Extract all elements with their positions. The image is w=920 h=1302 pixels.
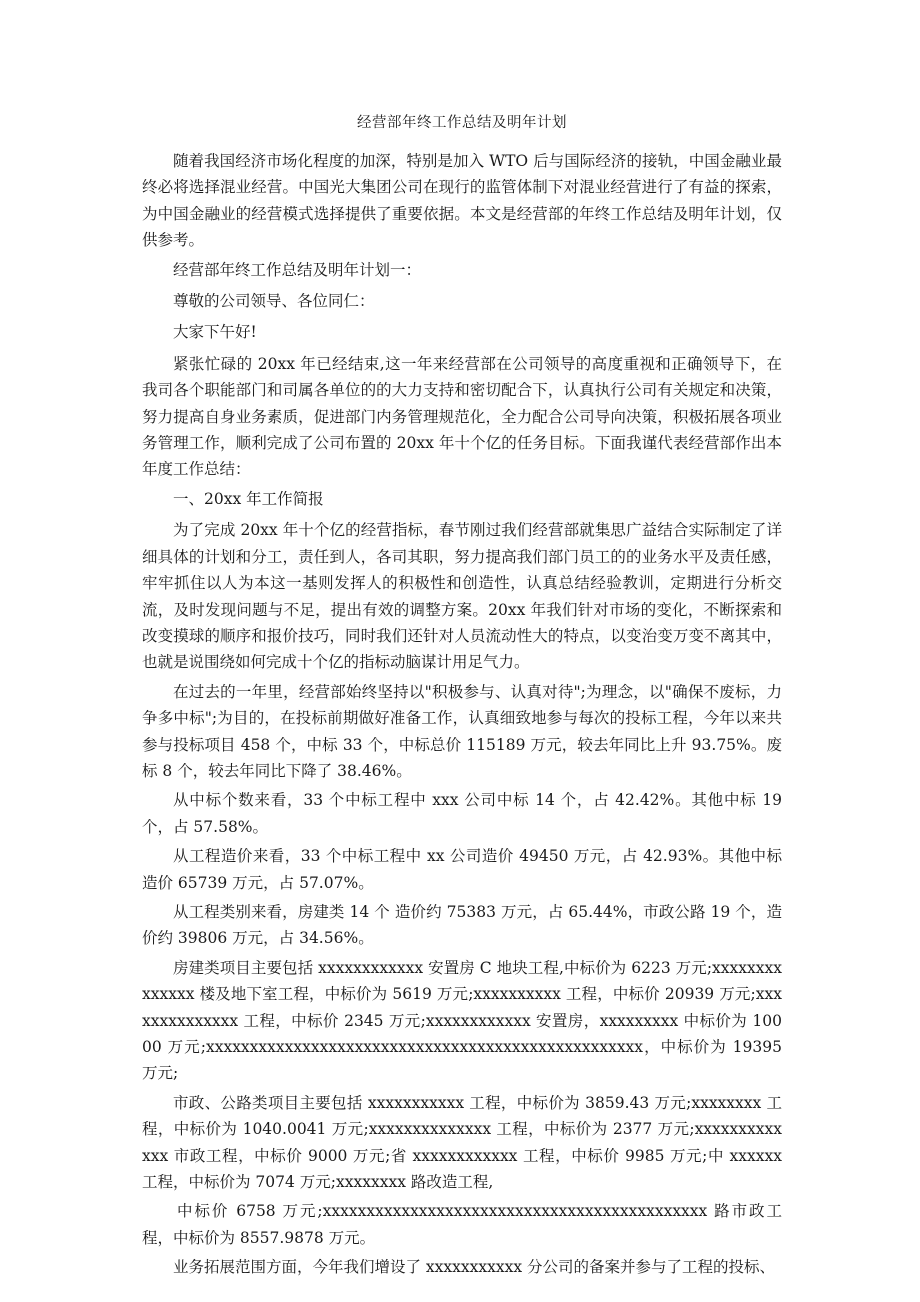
paragraph-bid-category: 从工程类别来看，房建类 14 个 造价约 75383 万元，占 65.44%，市政公路 19 个，造价约 39806 万元，占 34.56%。 — [142, 902, 782, 948]
paragraph-municipal-projects: 市政、公路类项目主要包括 xxxxxxxxxxx 工程，中标价为 3859.43 万元;xxxxxxxx 工程，中标价为 1040.0041 万元;xxxxxxxxxxxxxx 工程，中标价为 2377 万元;xxxxxxxxxxxxx 市政工程，中标价 9000 万元;省 xxxxxxxxxxxx 工程，中标价 9985 万元;中 xxxxxx 工程，中标价为 7074 万元;xxxxxxxx 路改造工程, — [142, 1093, 782, 1192]
paragraph-greeting: 大家下午好! — [173, 323, 257, 342]
paragraph-subtitle: 经营部年终工作总结及明年计划一： — [173, 260, 422, 279]
paragraph-overview: 紧张忙碌的 20xx 年已经结束,这一年来经营部在公司领导的高度重视和正确领导下，在我司各个职能部门和司属各单位的的大力支持和密切配合下，认真执行公司有关规定和决策，努力提高自身业务素质，促进部门内务管理规范化，全力配合公司导向决策，积极拓展各项业务管理工作，顺利完成了公司布置的 20xx 年十个亿的任务目标。下面我谨代表经营部作出本年度工作总结： — [142, 354, 782, 479]
document-page — [142, 112, 782, 1284]
paragraph-bid-count: 从中标个数来看，33 个中标工程中 xxx 公司中标 14 个，占 42.42%。其他中标 19 个，占 57.58%。 — [142, 791, 782, 836]
section-heading: 一、20xx 年工作简报 — [173, 489, 324, 508]
paragraph-salutation: 尊敬的公司领导、各位同仁： — [173, 292, 375, 311]
document-title: 经营部年终工作总结及明年计划 — [357, 115, 567, 131]
paragraph-municipal-continued: 中标价 6758 万元;xxxxxxxxxxxxxxxxxxxxxxxxxxxxxxxxxxxxxxxxxxxx 路市政工程，中标价为 8557.9878 万元。 — [142, 1202, 782, 1247]
paragraph-bid-cost: 从工程造价来看，33 个中标工程中 xx 公司造价 49450 万元，占 42.93%。其他中标造价 65739 万元，占 57.07%。 — [142, 847, 782, 892]
paragraph-plan: 为了完成 20xx 年十个亿的经营指标，春节刚过我们经营部就集思广益结合实际制定了详细具体的计划和分工，责任到人，各司其职，努力提高我们部门员工的的业务水平及责任感，牢牢抓住以人为本这一基则发挥人的积极性和创造性，认真总结经验教训，定期进行分析交流，及时发现问题与不足，提出有效的调整方案。20xx 年我们针对市场的变化，不断探索和改变摸球的顺序和报价技巧，同时我们还针对人员流动性大的特点，以变治变万变不离其中，也就是说围绕如何完成十个亿的指标动脑谋计用足气力。 — [142, 521, 782, 672]
paragraph-intro: 随着我国经济市场化程度的加深，特别是加入 WTO 后与国际经济的接轨，中国金融业最终必将选择混业经营。中国光大集团公司在现行的监管体制下对混业经营进行了有益的探索，为中国金融业的经营模式选择提供了重要依据。本文是经营部的年终工作总结及明年计划，仅供参考。 — [142, 152, 782, 250]
paragraph-expansion: 业务拓展范围方面，今年我们增设了 xxxxxxxxxxx 分公司的备案并参与了工程的投标、 — [173, 1258, 776, 1277]
paragraph-bidding: 在过去的一年里，经营部始终坚持以"积极参与、认真对待";为理念，以"确保不废标，力争多中标";为目的，在投标前期做好准备工作，认真细致地参与每次的投标工程，今年以来共参与投标项目 458 个，中标 33 个，中标总价 115189 万元，较去年同比上升 93.75%。废标 8 个，较去年同比下降了 38.46%。 — [142, 682, 782, 780]
paragraph-building-projects: 房建类项目主要包括 xxxxxxxxxxxx 安置房 C 地块工程,中标价为 6223 万元;xxxxxxxxxxxxxx 楼及地下室工程，中标价为 5619 万元;xxxxxxxxxx 工程，中标价 20939 万元;xxxxxxxxxxxxxx 工程，中标价 2345 万元;xxxxxxxxxxxx 安置房，xxxxxxxxx 中标价为 10000 万元;xxxxxxxxxxxxxxxxxxxxxxxxxxxxxxxxxxxxxxxxxxxxxxxxxx，中标价为 19395 万元; — [142, 958, 782, 1083]
